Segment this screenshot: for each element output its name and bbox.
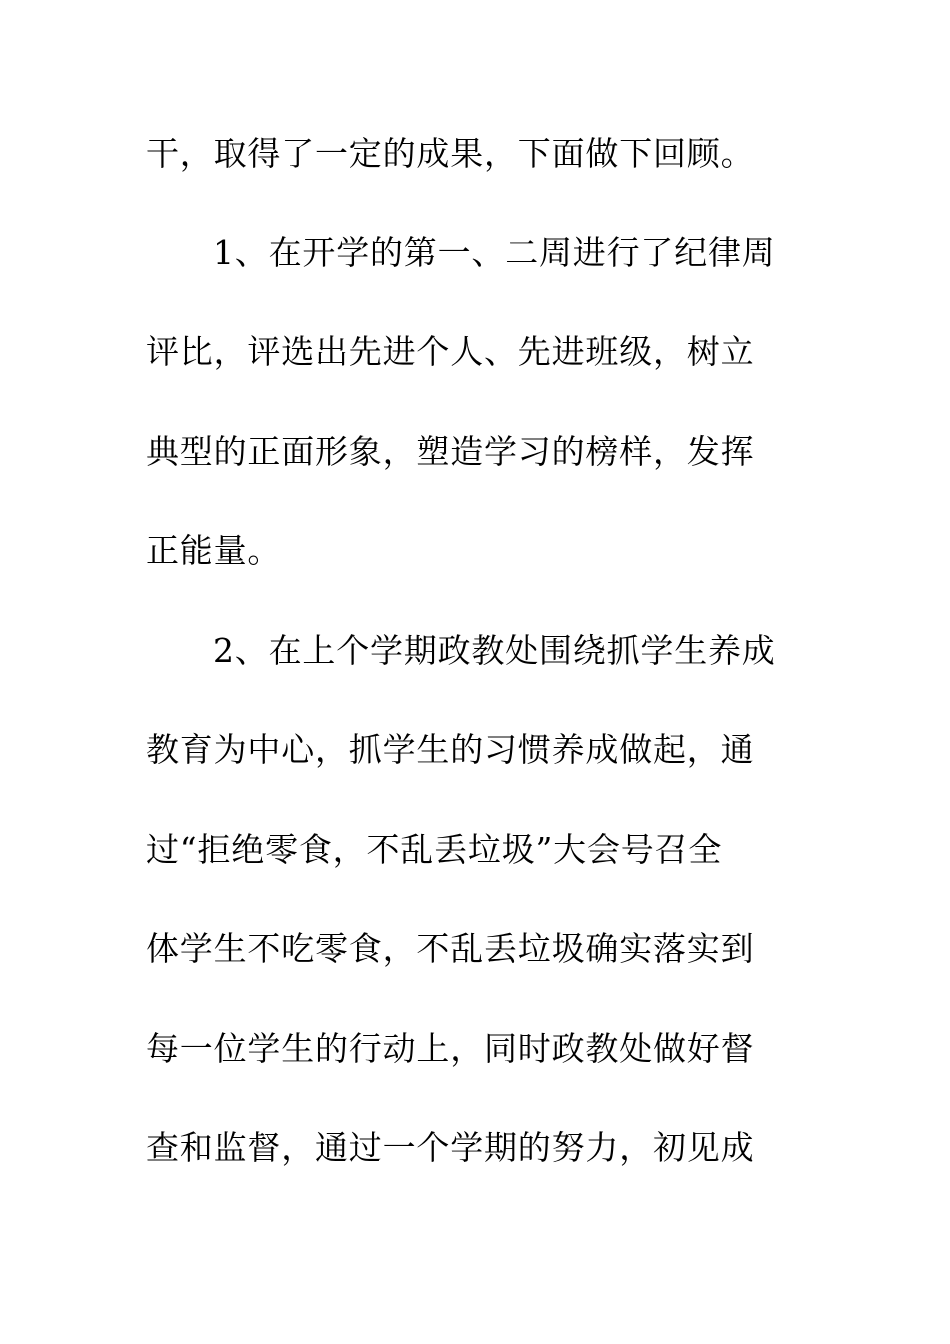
text-line-7: 教育为中心，抓学生的习惯养成做起，通 (146, 730, 755, 769)
text-line-4: 典型的正面形象，塑造学习的榜样，发挥 (146, 432, 755, 471)
text-line-11: 查和监督，通过一个学期的努力，初见成 (146, 1128, 755, 1167)
text-line-1: 干，取得了一定的成果，下面做下回顾。 (146, 134, 755, 173)
text-line-8: 过“拒绝零食，不乱丢垃圾”大会号召全 (146, 830, 723, 869)
text-line-6: 2、在上个学期政教处围绕抓学生养成 (213, 631, 776, 670)
text-line-2: 1、在开学的第一、二周进行了纪律周 (213, 233, 776, 272)
text-line-10: 每一位学生的行动上，同时政教处做好督 (146, 1029, 755, 1068)
text-line-9: 体学生不吃零食，不乱丢垃圾确实落实到 (146, 929, 755, 968)
text-line-3: 评比，评选出先进个人、先进班级，树立 (146, 332, 755, 371)
text-line-5: 正能量。 (146, 531, 282, 570)
